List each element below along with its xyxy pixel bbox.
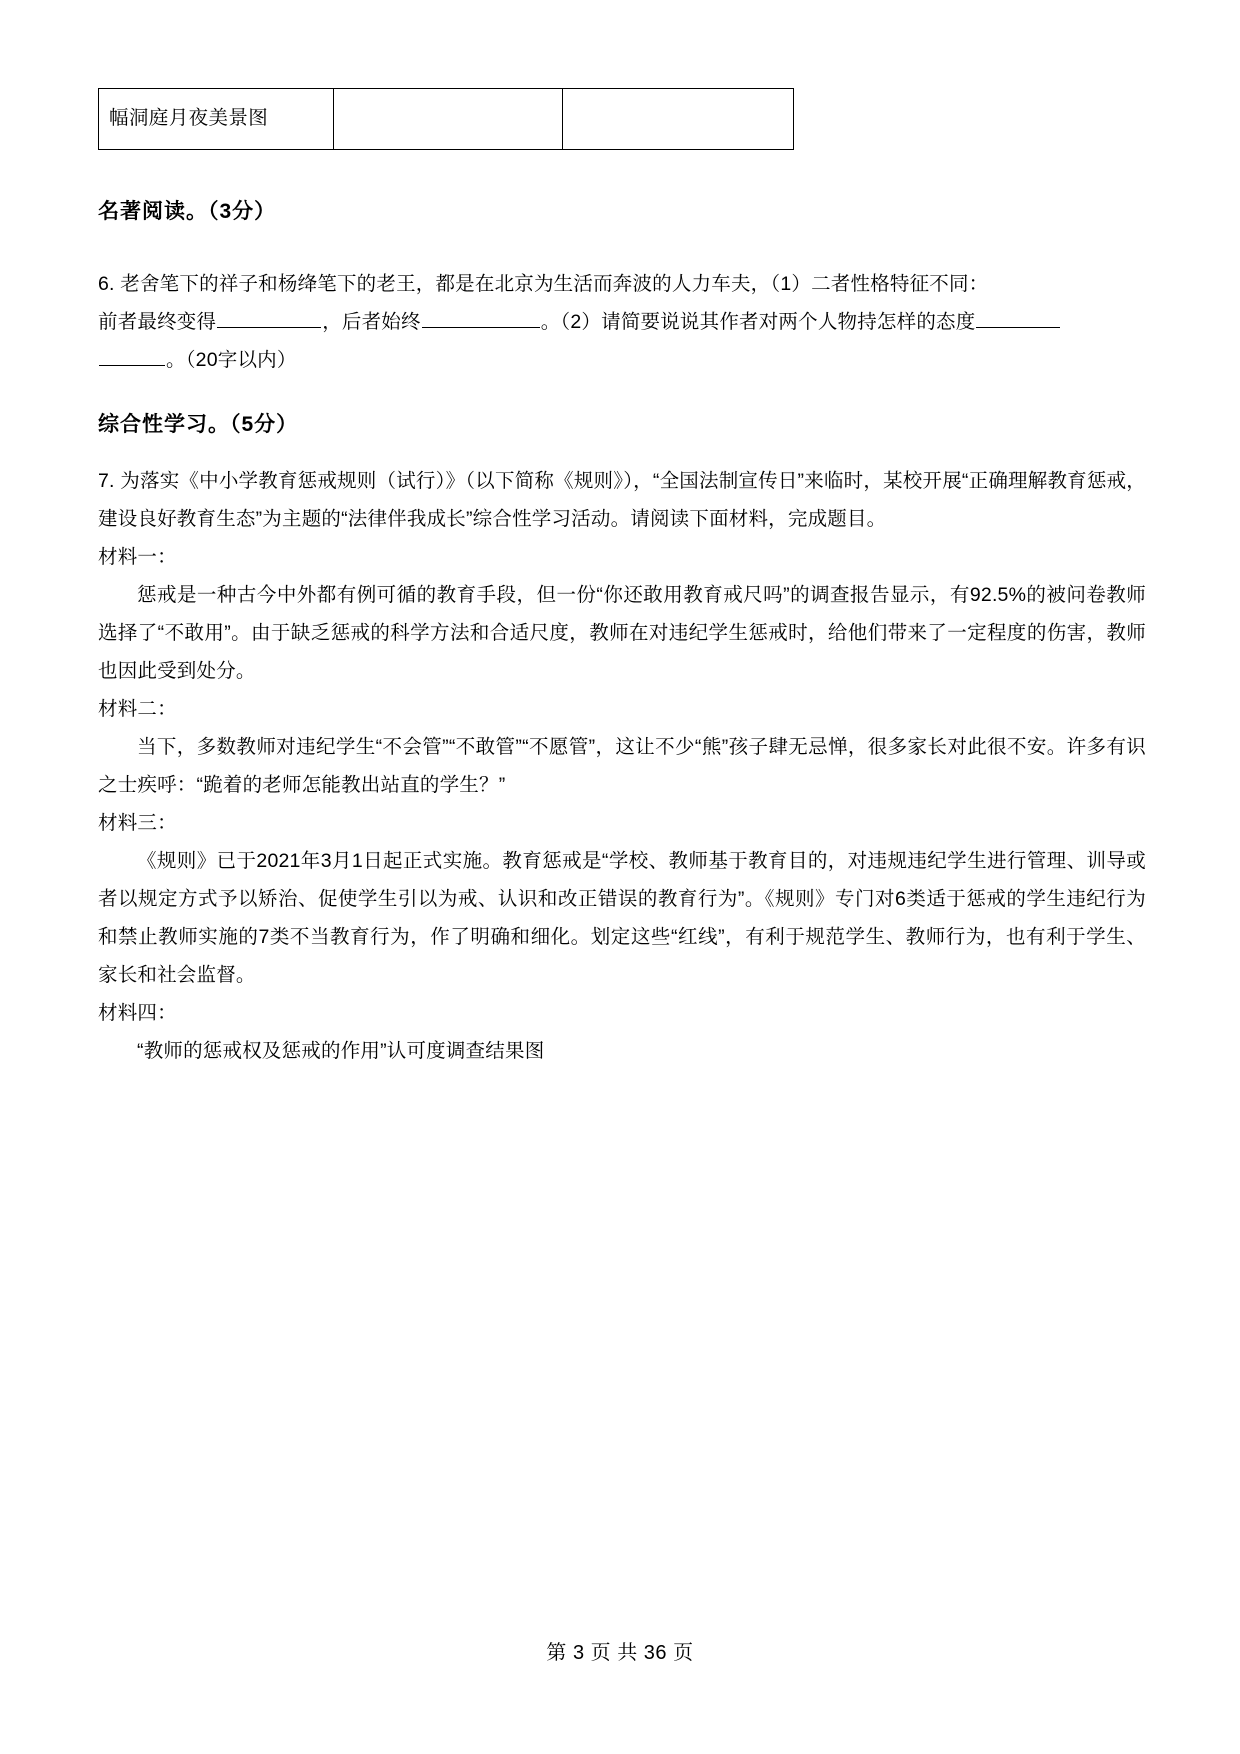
question-7-stem: 7. 为落实《中小学教育惩戒规则（试行）》（以下简称《规则》），“全国法制宣传日”来临时，某校开展“正确理解教育惩戒，建设良好教育生态”为主题的“法律伴我成长”综合性学习活动。请阅读下面材料，完成题目。 — [98, 470, 1146, 530]
footer-prefix: 第 — [546, 1642, 567, 1664]
question-6-line-1: 6. 老舍笔下的祥子和杨绛笔下的老王，都是在北京为生活而奔波的人力车夫，（1）二者性格特征不同： — [98, 273, 989, 295]
footer-page-number: 3 — [572, 1642, 585, 1664]
q6-text-d: 。（20字以内） — [166, 349, 297, 371]
poem-analysis-table — [98, 88, 794, 150]
footer-middle: 页 共 — [590, 1642, 638, 1664]
q6-blank-2[interactable] — [422, 308, 540, 328]
q6-blank-1[interactable] — [217, 308, 321, 328]
question-6 — [98, 265, 1146, 379]
q6-text-b: ，后者始终 — [322, 311, 421, 333]
material-1-label: 材料一： — [98, 546, 177, 568]
question-7 — [98, 462, 1146, 1070]
q6-text-c: 。（2）请简要说说其作者对两个人物持怎样的态度 — [540, 311, 976, 333]
material-4-label: 材料四： — [98, 1002, 177, 1024]
table-row — [99, 89, 794, 150]
table-fragment-wrapper — [98, 88, 1146, 150]
page-footer — [0, 1636, 1240, 1665]
table-cell-blank-1[interactable] — [334, 89, 563, 150]
material-1-text: 惩戒是一种古今中外都有例可循的教育手段，但一份“你还敢用教育戒尺吗”的调查报告显示，有92.5%的被问卷教师选择了“不敢用”。由于缺乏惩戒的科学方法和合适尺度，教师在对违纪学生惩戒时，给他们带来了一定程度的伤害，教师也因此受到处分。 — [98, 584, 1146, 682]
section-heading-novel-reading: 名著阅读。（3分） — [98, 200, 277, 223]
q6-blank-4[interactable] — [99, 346, 165, 366]
table-cell-description: 幅洞庭月夜美景图 — [99, 89, 334, 150]
table-cell-blank-2[interactable] — [563, 89, 794, 150]
material-3-text: 《规则》已于2021年3月1日起正式实施。教育惩戒是“学校、教师基于教育目的，对违规违纪学生进行管理、训导或者以规定方式予以矫治、促使学生引以为戒、认识和改正错误的教育行为”。《规则》专门对6类适于惩戒的学生违纪行为和禁止教师实施的7类不当教育行为，作了明确和细化。划定这些“红线”，有利于规范学生、教师行为，也有利于学生、家长和社会监督。 — [98, 850, 1146, 986]
q6-blank-3[interactable] — [976, 308, 1060, 328]
material-4-text: “教师的惩戒权及惩戒的作用”认可度调查结果图 — [137, 1040, 545, 1062]
question-6-line-3 — [98, 341, 1146, 379]
footer-total-pages: 36 — [643, 1642, 668, 1664]
material-2-label: 材料二： — [98, 698, 177, 720]
question-6-line-2 — [98, 303, 1146, 341]
footer-suffix: 页 — [673, 1642, 694, 1664]
material-3-label: 材料三： — [98, 812, 177, 834]
section-heading-comprehensive-study: 综合性学习。（5分） — [98, 413, 299, 436]
material-2-text: 当下，多数教师对违纪学生“不会管”“不敢管”“不愿管”，这让不少“熊”孩子肆无忌惮，很多家长对此很不安。许多有识之士疾呼：“跪着的老师怎能教出站直的学生？” — [98, 736, 1146, 796]
q6-text-a: 前者最终变得 — [98, 311, 217, 333]
